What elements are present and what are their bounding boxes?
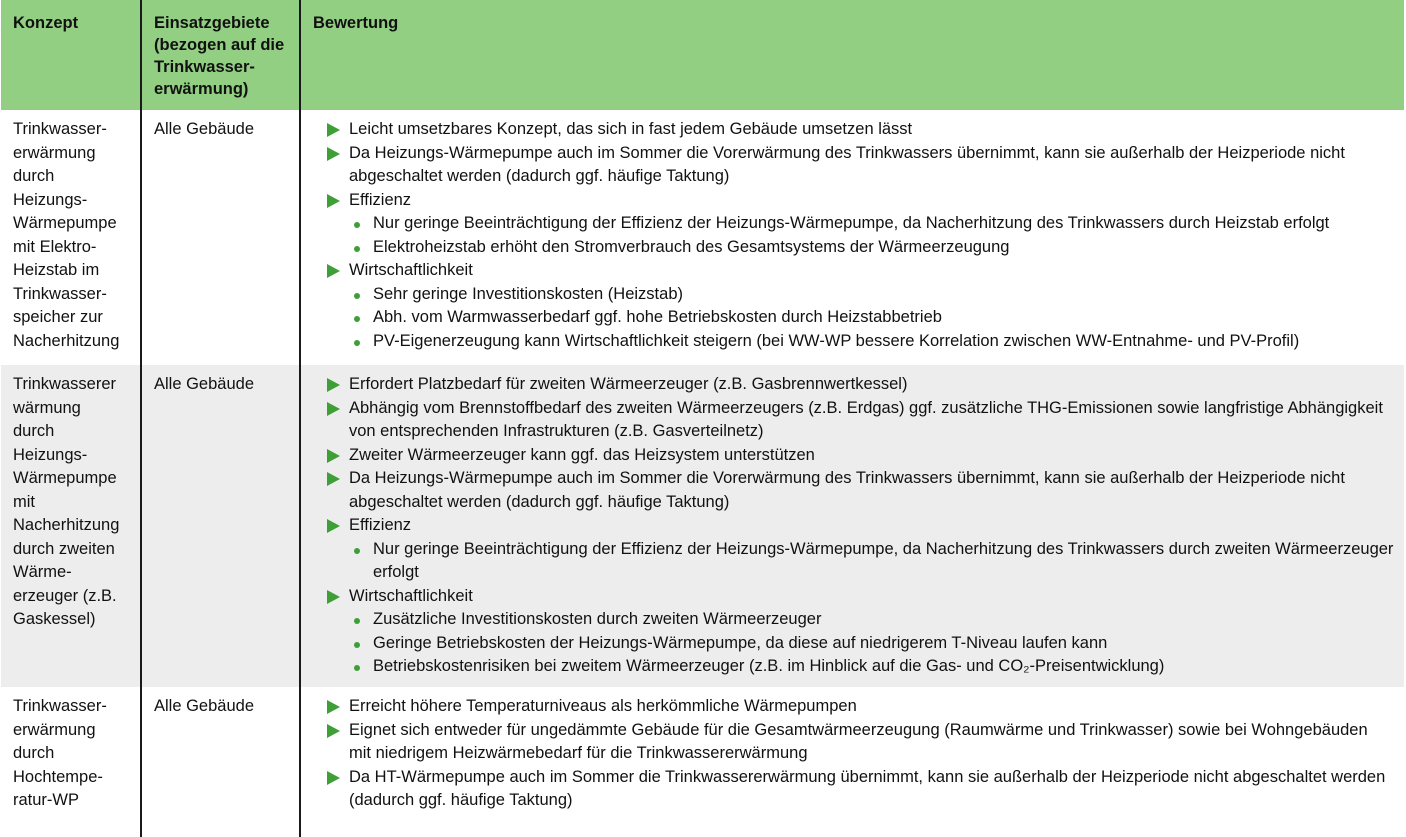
triangle-bullet-icon [327, 519, 340, 533]
item-text: Effizienz [349, 190, 412, 209]
dot-bullet-icon [354, 340, 360, 346]
konzept-line: Wärmepumpe [13, 214, 117, 232]
sub-item-text: PV-Eigenerzeugung kann Wirtschaftlichkeit steigern (bei WW-WP bessere Korrelation zwischen WW-Entnahme- und PV-Profil) [373, 331, 1300, 350]
sub-item-text: Nur geringe Beeinträchtigung der Effizienz der Heizungs-Wärmepumpe, da Nacherhitzung des Trinkwassers durch Heizstab erfolgt [373, 214, 1330, 232]
list-item [327, 719, 1394, 766]
bewertung-list [313, 373, 1394, 679]
konzept-cell [1, 365, 141, 687]
sub-list-item [351, 306, 1394, 330]
bewertung-list [313, 695, 1394, 813]
konzept-line: Hochtempe- [13, 767, 103, 786]
item-text: Leicht umsetzbares Konzept, das sich in fast jedem Gebäude umsetzen lässt [349, 120, 913, 138]
item-text: Da Heizungs-Wärmepumpe auch im Sommer die Vorerwärmung des Trinkwassers übernimmt, kann sie außerhalb der Heizperiode nicht abgeschaltet werden (dadurch ggf. häufige Taktung) [349, 469, 1345, 511]
dot-bullet-icon [354, 222, 360, 228]
triangle-bullet-icon [327, 771, 340, 785]
sub-list-item [351, 236, 1394, 260]
konzept-line: durch [13, 744, 55, 762]
list-item [327, 259, 1394, 353]
konzept-line: erzeuger (z.B. [13, 586, 117, 605]
sub-item-text: Zusätzliche Investitionskosten durch zweiten Wärmeerzeuger [373, 610, 822, 628]
dot-bullet-icon [354, 665, 360, 671]
bewertung-cell [300, 687, 1404, 837]
konzept-line: Heizungs- [13, 190, 88, 209]
konzept-line: Nacherhitzung [13, 516, 120, 534]
dot-bullet-icon [354, 316, 360, 322]
header-bewertung-label: Bewertung [313, 14, 399, 32]
item-text: Erreicht höhere Temperaturniveaus als herkömmliche Wärmepumpen [349, 697, 857, 715]
item-text: Wirtschaftlichkeit [349, 261, 473, 279]
einsatz-label: Alle Gebäude [154, 120, 254, 138]
dot-bullet-icon [354, 548, 360, 554]
konzept-line: erwärmung [13, 143, 96, 162]
sub-list-item [351, 608, 1394, 632]
konzept-line: Wärme- [13, 563, 72, 581]
konzept-line: durch zweiten [13, 539, 115, 558]
bewertung-cell [300, 365, 1404, 687]
dot-bullet-icon [354, 642, 360, 648]
item-text: Effizienz [349, 516, 412, 534]
list-item [327, 373, 1394, 397]
sub-list [349, 283, 1394, 354]
triangle-bullet-icon [327, 402, 340, 416]
konzept-line: Gaskessel) [13, 610, 96, 628]
triangle-bullet-icon [327, 264, 340, 278]
einsatz-cell [141, 365, 300, 687]
header-bewertung [300, 0, 1404, 110]
list-item [327, 118, 1394, 142]
header-einsatz-line: Trinkwasser- [154, 58, 255, 76]
einsatz-cell [141, 110, 300, 365]
sub-list-item [351, 283, 1394, 307]
item-text: Eignet sich entweder für ungedämmte Gebäude für die Gesamtwärmeerzeugung (Raumwärme und Trinkwasser) sowie bei Wohngebäuden mit niedrigem Heizwärmebedarf für die Trinkwassererwärmung [349, 720, 1368, 762]
konzept-line: Nacherhitzung [13, 331, 120, 350]
item-text: Abhängig vom Brennstoffbedarf des zweiten Wärmeerzeugers (z.B. Erdgas) ggf. zusätzliche THG-Emissionen sowie langfristige Abhängigkeit von entsprechenden Infrastrukturen (z.B. Gasverteilnetz) [349, 398, 1383, 440]
item-text: Zweiter Wärmeerzeuger kann ggf. das Heizsystem unterstützen [349, 445, 815, 464]
triangle-bullet-icon [327, 378, 340, 392]
header-einsatz-line: erwärmung) [154, 80, 249, 98]
list-item [327, 766, 1394, 813]
item-text: Wirtschaftlichkeit [349, 586, 473, 605]
concept-table [1, 0, 1404, 837]
table-row [1, 365, 1404, 687]
konzept-line: ratur-WP [13, 791, 79, 809]
konzept-cell [1, 687, 141, 837]
header-einsatz-line: Einsatzgebiete [154, 14, 270, 32]
list-item [327, 585, 1394, 679]
list-item [327, 189, 1394, 260]
list-item [327, 467, 1394, 514]
triangle-bullet-icon [327, 194, 340, 208]
sub-list [349, 538, 1394, 585]
list-item [327, 695, 1394, 719]
einsatz-cell [141, 687, 300, 837]
triangle-bullet-icon [327, 700, 340, 714]
header-einsatzgebiete [141, 0, 300, 110]
triangle-bullet-icon [327, 123, 340, 137]
dot-bullet-icon [354, 618, 360, 624]
konzept-line: erwärmung [13, 720, 96, 739]
dot-bullet-icon [354, 293, 360, 299]
konzept-line: durch [13, 167, 55, 185]
konzept-line: wärmung [13, 398, 81, 417]
einsatz-label: Alle Gebäude [154, 375, 254, 393]
header-row [1, 0, 1404, 110]
header-konzept [1, 0, 141, 110]
triangle-bullet-icon [327, 449, 340, 463]
header-einsatz-line: (bezogen auf die [154, 36, 285, 54]
sub-list-item [351, 632, 1394, 656]
konzept-line: Trinkwasser- [13, 697, 107, 715]
sub-item-text: Elektroheizstab erhöht den Stromverbrauch des Gesamtsystems der Wärmeerzeugung [373, 237, 1010, 256]
konzept-line: mit [13, 492, 35, 511]
konzept-line: durch [13, 422, 55, 440]
list-item [327, 142, 1394, 189]
sub-item-text: Abh. vom Warmwasserbedarf ggf. hohe Betriebskosten durch Heizstabbetrieb [373, 308, 942, 326]
konzept-cell [1, 110, 141, 365]
bewertung-cell [300, 110, 1404, 365]
dot-bullet-icon [354, 246, 360, 252]
konzept-line: Wärmepumpe [13, 469, 117, 487]
sub-list [349, 608, 1394, 679]
table-row [1, 110, 1404, 365]
sub-list-item [351, 655, 1394, 679]
konzept-line: Heizstab im [13, 261, 100, 279]
triangle-bullet-icon [327, 590, 340, 604]
sub-item-text: Sehr geringe Investitionskosten (Heizstab) [373, 284, 683, 303]
triangle-bullet-icon [327, 472, 340, 486]
konzept-line: Trinkwasser- [13, 120, 107, 138]
sub-list-item [351, 538, 1394, 585]
konzept-line: Heizungs- [13, 445, 88, 464]
list-item [327, 397, 1394, 444]
item-text: Da HT-Wärmepumpe auch im Sommer die Trinkwassererwärmung übernimmt, kann sie außerhalb der Heizperiode nicht abgeschaltet werden (dadurch ggf. häufige Taktung) [349, 767, 1386, 809]
header-konzept-label: Konzept [13, 14, 79, 32]
sub-list-item [351, 330, 1394, 354]
einsatz-label: Alle Gebäude [154, 697, 254, 715]
table-row [1, 687, 1404, 837]
konzept-line: mit Elektro- [13, 237, 97, 256]
sub-list [349, 212, 1394, 259]
triangle-bullet-icon [327, 147, 340, 161]
sub-list-item [351, 212, 1394, 236]
sub-item-text: Betriebskostenrisiken bei zweitem Wärmeerzeuger (z.B. im Hinblick auf die Gas- und CO₂-Preisentwicklung) [373, 657, 1165, 675]
list-item [327, 514, 1394, 585]
triangle-bullet-icon [327, 724, 340, 738]
list-item [327, 444, 1394, 468]
sub-item-text: Geringe Betriebskosten der Heizungs-Wärmepumpe, da diese auf niedrigerem T-Niveau laufen kann [373, 633, 1108, 652]
bewertung-list [313, 118, 1394, 353]
item-text: Erfordert Platzbedarf für zweiten Wärmeerzeuger (z.B. Gasbrennwertkessel) [349, 375, 908, 393]
konzept-line: speicher zur [13, 308, 103, 326]
sub-item-text: Nur geringe Beeinträchtigung der Effizienz der Heizungs-Wärmepumpe, da Nacherhitzung des Trinkwassers durch zweiten Wärmeerzeuger erfolgt [373, 539, 1394, 581]
konzept-line: Trinkwasserer [13, 375, 116, 393]
konzept-line: Trinkwasser- [13, 284, 107, 303]
item-text: Da Heizungs-Wärmepumpe auch im Sommer die Vorerwärmung des Trinkwassers übernimmt, kann sie außerhalb der Heizperiode nicht abgeschaltet werden (dadurch ggf. häufige Taktung) [349, 143, 1345, 185]
